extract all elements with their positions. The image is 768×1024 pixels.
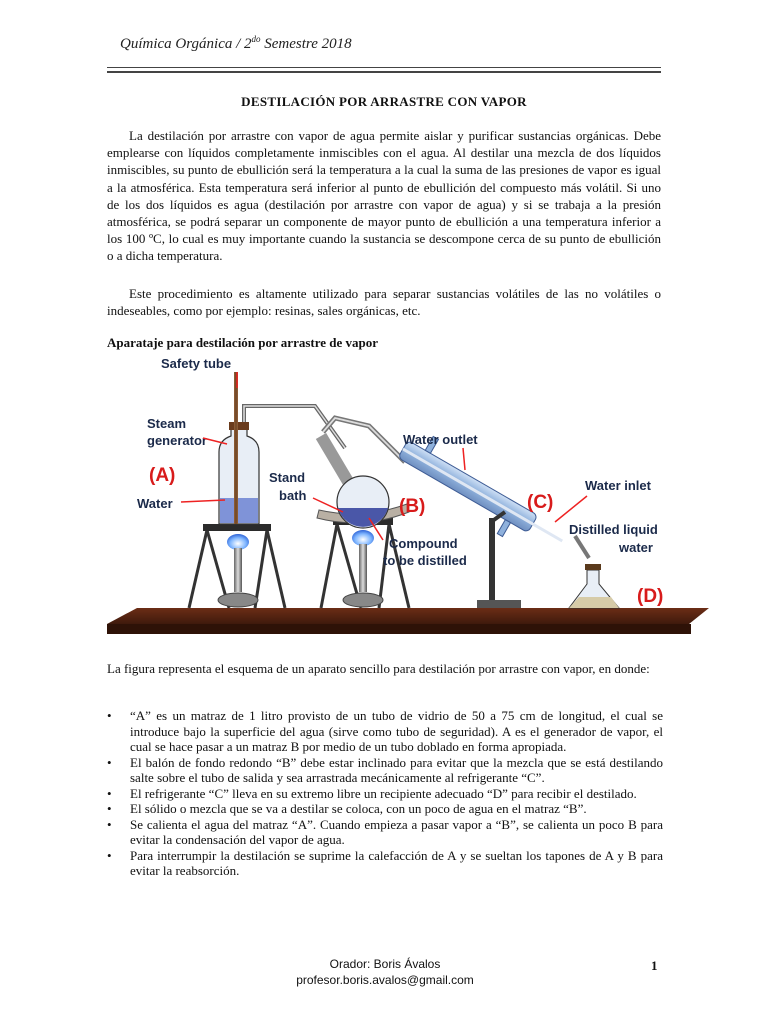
burner-b <box>359 544 367 592</box>
page-footer <box>240 956 530 988</box>
label-letter-c: (C) <box>527 492 554 513</box>
burner-b-base <box>343 593 383 607</box>
flask-d-neck-collar <box>585 564 601 570</box>
label-water-inlet: Water inlet <box>585 478 651 493</box>
header-rule-thin <box>107 67 661 68</box>
list-item <box>107 817 663 848</box>
label-stand-bath-2: bath <box>279 488 307 503</box>
running-header <box>120 34 352 53</box>
support-stand-rod <box>489 518 495 602</box>
label-safety-tube: Safety tube <box>161 356 232 371</box>
bullet-text: El sólido o mezcla que se va a destilar se coloca, con un poco de agua en el matraz “B”. <box>130 801 587 816</box>
label-distilled-1: Distilled liquid <box>569 522 658 537</box>
flame-b <box>352 530 374 546</box>
label-letter-d: (D) <box>637 586 664 607</box>
bullet-marker: • <box>107 816 112 832</box>
list-item <box>107 708 663 755</box>
stopper-a <box>229 422 249 430</box>
bullet-marker: • <box>107 847 112 863</box>
document-title: DESTILACIÓN POR ARRASTRE CON VAPOR <box>241 94 527 109</box>
label-letter-b: (B) <box>399 496 426 517</box>
lab-bench-top <box>107 608 709 624</box>
burner-a-base <box>218 593 258 607</box>
header-course: Química Orgánica / 2 <box>120 36 252 52</box>
header-semester: Semestre 2018 <box>260 36 352 52</box>
adapter-tube <box>575 536 589 558</box>
page-number: 1 <box>651 958 658 973</box>
label-distilled-2: water <box>619 540 653 555</box>
apparatus-bullet-list <box>107 708 663 879</box>
label-water-outlet: Water outlet <box>403 432 478 447</box>
bullet-text: “A” es un matraz de 1 litro provisto de un tubo de vidrio de 50 a 75 cm de longitud, el cual se introduce bajo la superficie del agua (sirve como tubo de seguridad). A es el generador de vapor, el cual se hace pasar a un matraz B por medio de un tubo doblado en forma apropiada. <box>130 708 663 754</box>
second-paragraph: Este procedimiento es altamente utilizado para separar sustancias volátiles de las no volátiles o indeseables, como por ejemplo: resinas, sales orgánicas, etc. <box>107 286 661 319</box>
label-water: Water <box>137 496 173 511</box>
figure-description: La figura representa el esquema de un aparato sencillo para destilación por arrastre con vapor, en donde: <box>107 661 650 676</box>
intro-paragraph: La destilación por arrastre con vapor de agua permite aislar y purificar sustancias orgánicas. Debe emplearse con líquidos completamente inmiscibles con el agua. Al destilar una mezcla de dos líquidos inmiscibles, su punto de ebullición será la temperatura a la cual la suma de las presiones de vapor es igual a la atmosférica. Esta temperatura será inferior al punto de ebullición del compuesto más volátil. Si uno de los dos líquidos es agua (destilación por arrastre con vapor de agua) y si se trabaja a la presión atmosférica, se podrá separar un componente de mayor punto de ebullición a una temperatura inferior a los 100 ºC, lo cual es muy importante cuando la sustancia se descompone cerca de su punto de ebullición o a dicha temperatura. <box>107 128 661 264</box>
header-rule-thick <box>107 71 661 73</box>
bullet-marker: • <box>107 801 112 816</box>
label-compound-1: Compound <box>389 536 458 551</box>
support-stand-base <box>477 600 521 608</box>
label-steam-generator-1: Steam <box>147 416 187 431</box>
list-item <box>107 848 663 879</box>
water-in-flask-a <box>220 498 258 523</box>
label-steam-generator-2: generator <box>147 433 207 448</box>
list-item <box>107 755 663 786</box>
label-compound-2: to be distilled <box>383 553 467 568</box>
bullet-text: Para interrumpir la destilación se suprime la calefacción de A y se sueltan los tapones de A y B para evitar la reabsorción. <box>130 847 663 878</box>
bullet-marker: • <box>107 785 112 801</box>
list-item <box>107 786 663 802</box>
bullet-marker: • <box>107 708 112 723</box>
bullet-text: El refrigerante “C” lleva en su extremo libre un recipiente adecuado “D” para recibir el destilado. <box>130 785 637 801</box>
list-item <box>107 801 663 817</box>
flame-a <box>227 534 249 550</box>
bullet-text: El balón de fondo redondo “B” debe estar inclinado para evitar que la mezcla que se está destilando salte sobre el tubo de salida y sea arrastrada mecánicamente al refrigerante “C”. <box>130 754 663 785</box>
footer-email: profesor.boris.avalos@gmail.com <box>296 973 474 987</box>
header-ordinal: do <box>251 34 261 44</box>
distillation-apparatus-figure <box>107 352 711 642</box>
bullet-marker: • <box>107 754 112 770</box>
footer-author: Orador: Boris Ávalos <box>329 957 441 971</box>
label-stand-bath-1: Stand <box>269 470 306 485</box>
figure-caption: Aparataje para destilación por arrastre de vapor <box>107 335 379 350</box>
label-letter-a: (A) <box>149 465 176 486</box>
bullet-text: Se calienta el agua del matraz “A”. Cuando empieza a pasar vapor a “B”, se calienta un poco B para evitar la condensación del vapor de agua. <box>130 816 663 847</box>
burner-a <box>234 548 242 592</box>
lab-bench-edge <box>107 624 691 634</box>
